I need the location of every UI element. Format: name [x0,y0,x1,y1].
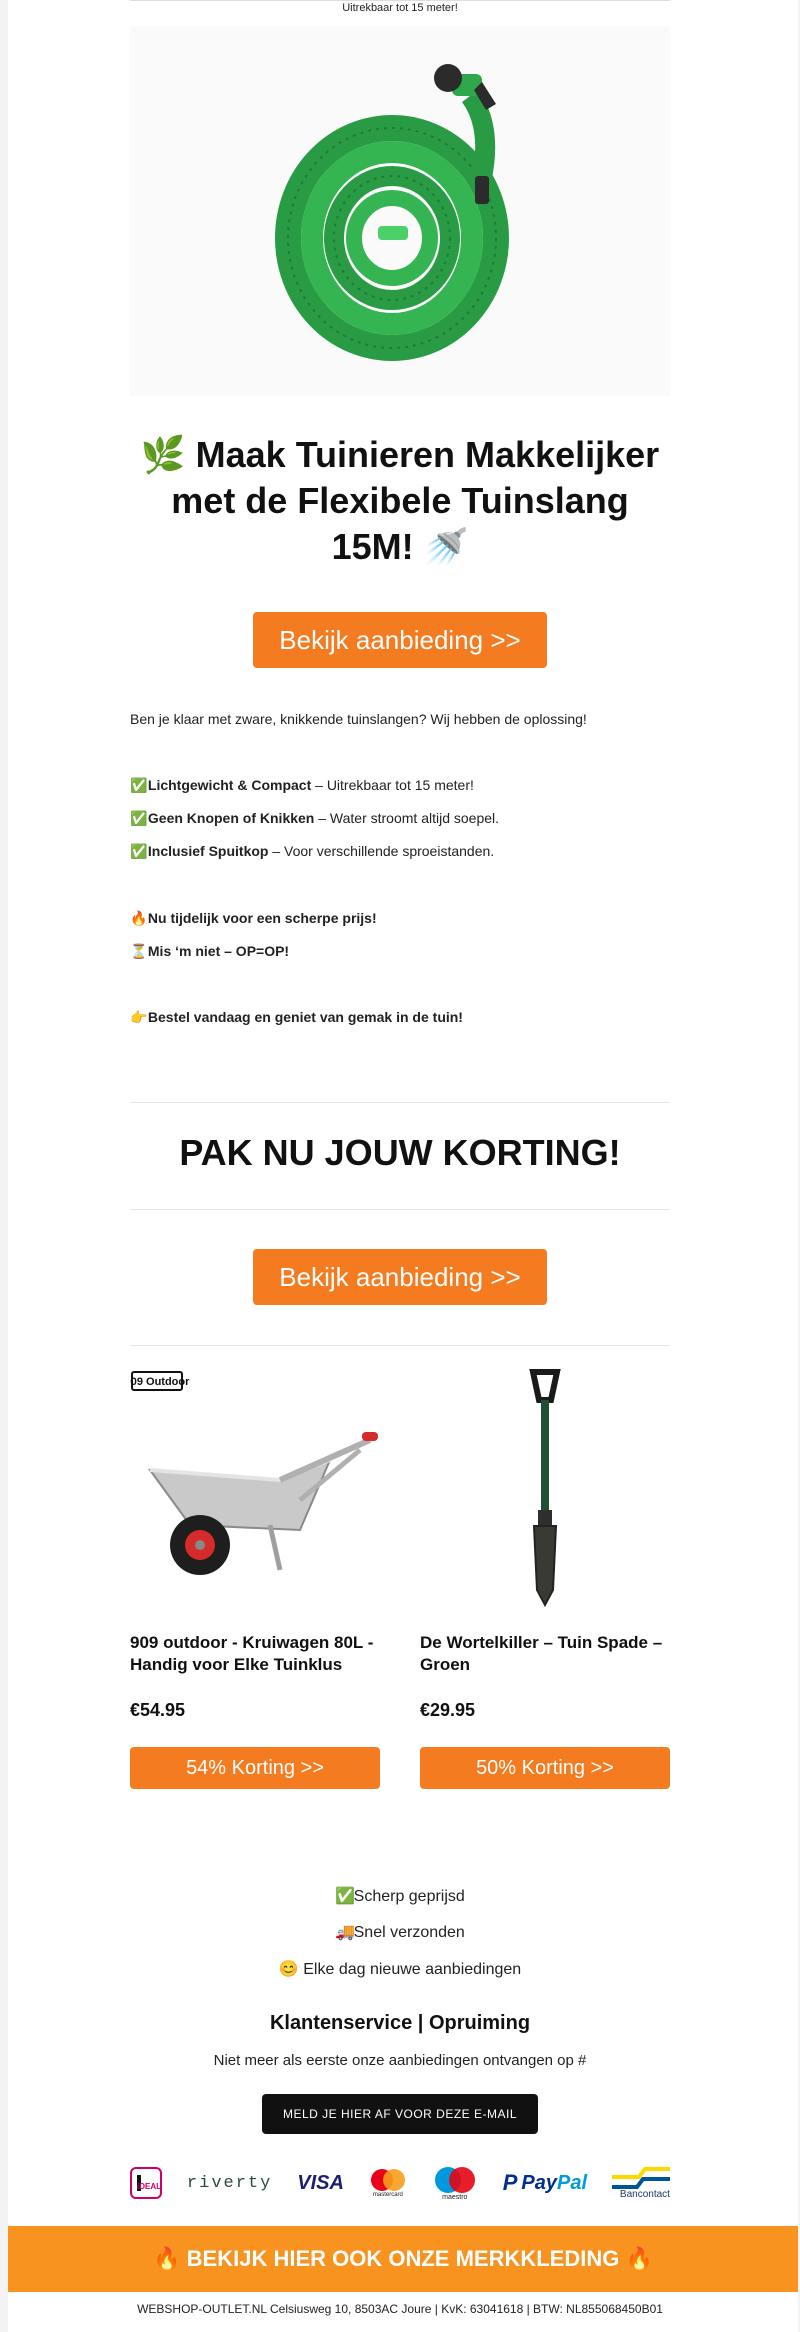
product-image-wheelbarrow[interactable] [130,1360,380,1610]
product-card [420,1360,670,1789]
divider [130,0,670,1]
paypal-logo: P Pay Pal [502,2170,588,2195]
ideal-logo [130,2160,162,2206]
bancontact-logo: Bancontact [612,2160,670,2206]
check-icon: ✅ [130,777,148,793]
divider [130,1345,670,1346]
brand-logo-text: 909 Outdoor [130,1376,190,1388]
hero-image[interactable] [130,26,670,396]
view-offer-button[interactable]: Bekijk aanbieding >> [253,612,547,668]
promo-line: 🔥 Nu tijdelijk voor een scherpe prijs! [130,910,377,926]
spade-icon [533,1372,557,1605]
mastercard-logo: mastercard [369,2160,407,2206]
product-price: €29.95 [420,1700,476,1720]
discount-heading: PAK NU JOUW KORTING! [179,1132,621,1173]
usp-item: ✅ Scherp geprijsd [335,1888,465,1905]
product-price: €54.95 [130,1700,186,1720]
pointing-hand-icon: 👉 [130,1009,148,1025]
footer-company-info: WEBSHOP-OUTLET.NL Celsiusweg 10, 8503AC Joure | KvK: 63041618 | BTW: NL855068450B01 [137,2302,663,2316]
hourglass-icon: ⏳ [130,943,148,959]
customer-service-links[interactable]: Klantenservice | Opruiming [269,2012,531,2034]
truck-icon: 🚚 [335,1924,356,1941]
usp-item: 😊 Elke dag nieuwe aanbiedingen [278,1961,522,1978]
product-discount-button[interactable]: 50% Korting >> [420,1747,670,1789]
feature-item: ✅ Lichtgewicht & Compact – Uitrekbaar tot 15 meter! [130,777,474,793]
check-icon: ✅ [130,843,148,859]
check-icon: ✅ [335,1888,356,1905]
visa-logo: VISA [297,2171,344,2194]
smiley-icon: 😊 [278,1961,299,1978]
merkkleding-banner[interactable]: 🔥 BEKIJK HIER OOK ONZE MERKKLEDING 🔥 [8,2226,798,2292]
intro-text: Ben je klaar met zware, knikkende tuinslangen? Wij hebben de oplossing! [130,711,587,727]
fire-icon: 🔥 [130,910,148,926]
feature-item: ✅ Inclusief Spuitkop – Voor verschillende sproeistanden. [130,843,495,859]
divider [130,1102,670,1103]
product-image-spade[interactable] [420,1360,670,1610]
maestro-logo: maestro [432,2160,478,2206]
unsubscribe-text: Niet meer als eerste onze aanbiedingen ontvangen op # [213,2052,587,2069]
product-title[interactable]: 909 outdoor - Kruiwagen 80L - Handig voor Elke Tuinklus [130,1633,374,1674]
riverty-logo: riverty [186,2173,273,2193]
svg-text:iDEAL: iDEAL [137,2182,161,2191]
product-card [130,1360,380,1789]
closing-line: 👉 Bestel vandaag en geniet van gemak in de tuin! [130,1009,463,1025]
wheelbarrow-icon [150,1432,378,1575]
product-title[interactable]: De Wortelkiller – Tuin Spade – Groen [420,1633,663,1674]
preheader-text: Uitrekbaar tot 15 meter! [342,2,458,14]
email-body [8,0,798,2332]
check-icon: ✅ [130,810,148,826]
feature-item: ✅ Geen Knopen of Knikken – Water stroomt altijd soepel. [130,810,500,826]
product-discount-button[interactable]: 54% Korting >> [130,1747,380,1789]
usp-item: 🚚 Snel verzonden [335,1924,465,1941]
payment-methods [130,2160,670,2206]
unsubscribe-button[interactable]: MELD JE HIER AF VOOR DEZE E-MAIL [262,2094,538,2134]
promo-line: ⏳ Mis ‘m niet – OP=OP! [130,943,290,959]
page-title: 🌿 Maak Tuinieren Makkelijker met de Flexibele Tuinslang 15M! 🚿 [140,434,660,567]
view-offer-button-2[interactable]: Bekijk aanbieding >> [253,1249,547,1305]
divider [130,1209,670,1210]
